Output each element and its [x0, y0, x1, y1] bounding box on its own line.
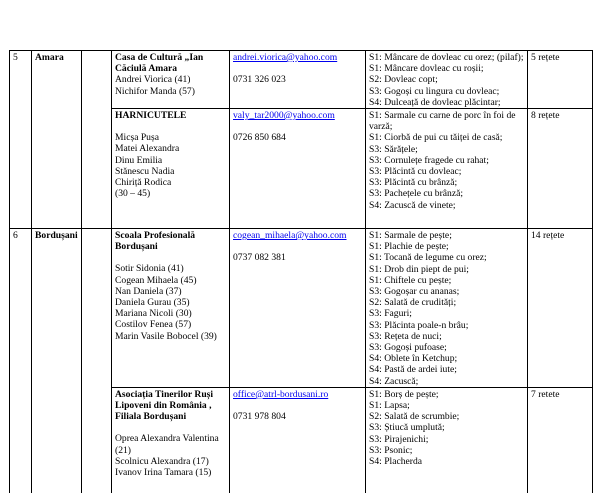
row-number: 6 [10, 229, 32, 493]
phone-number: 0731 326 023 [233, 74, 286, 86]
dish-item: S3: Știucă umplută; [369, 422, 445, 434]
member-name: Chiriță Rodica [115, 177, 172, 189]
contact-cell [230, 109, 366, 229]
member-name: Cogean Mihaela (45) [115, 274, 197, 286]
member-name: Nan Daniela (37) [115, 285, 182, 297]
recipe-count-text: 14 rețete [531, 230, 565, 242]
dish-item: S3: Plăcintă cu brânză; [369, 177, 458, 189]
dish-item: S1: Plachie de pește; [369, 241, 449, 253]
group-name-line: Bordușani [115, 241, 158, 253]
dish-item: varză; [369, 121, 393, 133]
dish-item: S3: Faguri; [369, 308, 412, 320]
contact-cell [230, 387, 366, 493]
group-cell [112, 387, 230, 493]
dish-item: S1: Ciorbă de pui cu tăiței de casă; [369, 132, 503, 144]
dishes-cell [366, 387, 528, 493]
member-name: Andrei Viorica (41) [115, 74, 191, 86]
dish-item: S1: Mâncare de dovleac cu orez; (pilaf); [369, 52, 524, 63]
dishes-cell [366, 109, 528, 229]
member-name: Ivanov Irina Tamara (15) [115, 467, 212, 479]
email-link[interactable]: andrei.viorica@yahoo.com [233, 52, 338, 63]
recipe-count [528, 51, 593, 109]
email-link[interactable]: valy_tar2000@yahoo.com [233, 110, 335, 122]
member-name: Micșa Pușa [115, 132, 159, 144]
dish-item: S4: Zacuscă; [369, 375, 419, 387]
member-name: Oprea Alexandra Valentina [115, 433, 219, 445]
member-name: Mariana Nicoli (30) [115, 308, 192, 320]
group-name-line: Casa de Cultură „Ian [115, 52, 204, 63]
dish-item: S4: Dulceață de dovleac plăcintar; [369, 96, 501, 108]
group-cell [112, 109, 230, 229]
member-name: Scolnicu Alexandra (17) [115, 455, 209, 467]
dish-item: S3: Gogoșar cu ananas; [369, 286, 460, 298]
group-name-line: Lipoveni din România , [115, 400, 212, 412]
phone-number: 0731 978 804 [233, 411, 286, 423]
locality-name: Amara [32, 51, 82, 229]
row-number: 5 [10, 51, 32, 229]
phone-number: 0726 850 684 [233, 132, 286, 144]
dish-item: S3: Gogoși cu lingura cu dovleac; [369, 85, 500, 97]
dish-item: S1: Tocană de legume cu orez; [369, 252, 487, 264]
dish-item: S3: Plăcinta poale-n brâu; [369, 319, 469, 331]
dishes-cell [366, 229, 528, 388]
dish-item: S1: Lapsa; [369, 400, 410, 412]
group-name-line: HARNICUTELE [115, 110, 187, 122]
dish-item: S1: Mâncare dovleac cu roșii; [369, 63, 484, 75]
dish-item: S4: Zacuscă de vinete; [369, 199, 456, 211]
dish-item: S3: Pirajenichi; [369, 433, 429, 445]
dish-item: S4: Placherda [369, 456, 423, 468]
dish-item: S2: Dovleac copt; [369, 74, 438, 86]
dish-item: S3: Pachețele cu brânză; [369, 188, 464, 200]
member-name: Nichifor Manda (57) [115, 85, 195, 97]
table-row [10, 51, 593, 109]
dish-item: S3: Cornulețe fragede cu rahat; [369, 154, 489, 166]
member-name: Marin Vasile Bobocel (39) [115, 330, 217, 342]
locality-name: Bordușani [32, 229, 82, 493]
dish-item: S1: Drob din piept de pui; [369, 263, 469, 275]
member-name: Costilov Fenea (57) [115, 319, 192, 331]
recipe-count-text: 5 rețete [531, 52, 560, 63]
dish-item: S3: Plăcintă cu dovleac; [369, 166, 462, 178]
group-name-line: Asociația Tinerilor Ruși [115, 388, 214, 400]
dish-item: S3: Psonic; [369, 444, 413, 456]
member-name: Matei Alexandra [115, 143, 180, 155]
dish-item: S1: Borș de pește; [369, 388, 439, 400]
dish-item: S4: Oblete în Ketchup; [369, 353, 458, 365]
dish-item: S1: Sarmale cu carne de porc în foi de [369, 110, 516, 122]
contact-cell [230, 51, 366, 109]
recipe-count [528, 387, 593, 493]
recipe-count-text: 8 rețete [531, 110, 560, 122]
recipe-count [528, 109, 593, 229]
recipe-count-text: 7 retete [531, 388, 560, 400]
group-name-line: Scoala Profesională [115, 230, 196, 242]
member-name: Daniela Gurau (35) [115, 297, 190, 309]
contest-table [9, 50, 593, 493]
member-name: (30 – 45) [115, 188, 151, 200]
phone-number: 0737 082 381 [233, 252, 286, 264]
dish-item: S2: Salată de scrumbie; [369, 411, 460, 423]
dish-item: S2: Salată de crudități; [369, 297, 457, 309]
member-name: Dinu Emilia [115, 154, 163, 166]
group-name-line: Filiala Bordușani [115, 411, 187, 423]
member-name: Stănescu Nadia [115, 165, 175, 177]
member-name: (21) [115, 444, 131, 456]
contact-cell [230, 229, 366, 388]
dish-item: S3: Rețeta de nuci; [369, 330, 442, 342]
email-link[interactable]: office@atrl-bordusani.ro [233, 388, 329, 400]
group-name-line: Căciulă Amara [115, 63, 178, 75]
dish-item: S1: Sarmale de pește; [369, 230, 452, 242]
member-name: Sotir Sidonia (41) [115, 263, 184, 275]
dish-item: S4: Pastă de ardei iute; [369, 364, 457, 376]
recipe-count [528, 229, 593, 388]
dish-item: S3: Sărățele; [369, 143, 418, 155]
group-cell [112, 51, 230, 109]
dish-item: S1: Chiftele cu pește; [369, 274, 452, 286]
email-link[interactable]: cogean_mihaela@yahoo.com [233, 230, 347, 242]
dish-item: S3: Gogoși pufoase; [369, 342, 447, 354]
table-row [10, 229, 593, 388]
dishes-cell [366, 51, 528, 109]
group-cell [112, 229, 230, 388]
empty-cell [82, 51, 112, 229]
empty-cell [82, 229, 112, 493]
